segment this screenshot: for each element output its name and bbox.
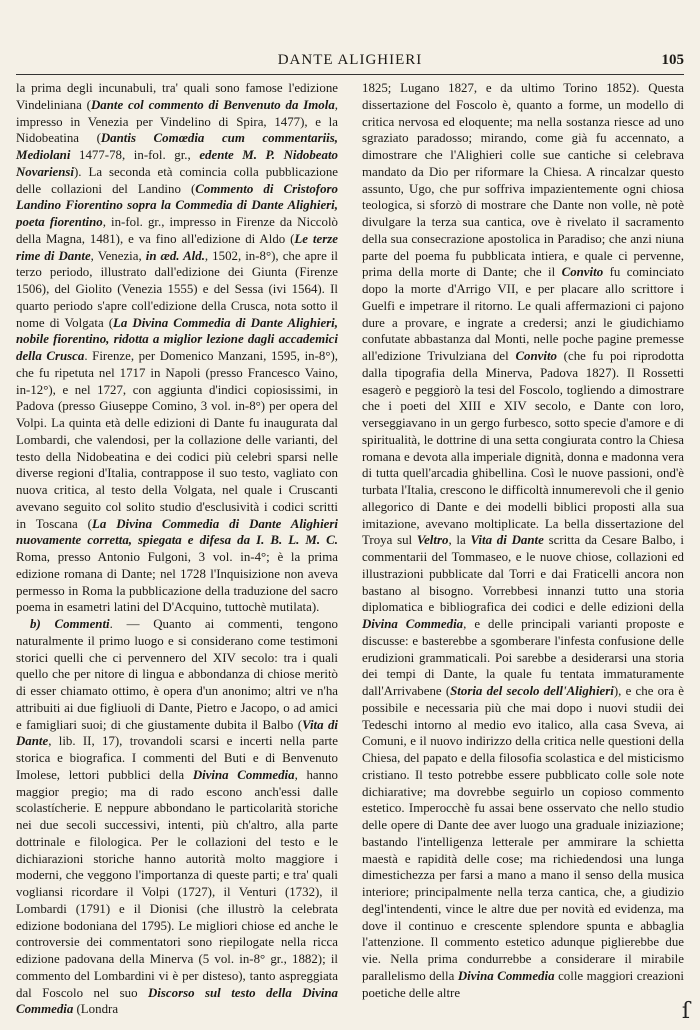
corner-mark-icon: ſ xyxy=(681,999,690,1024)
italic-title: Convito xyxy=(561,265,604,280)
text-columns xyxy=(16,80,684,1015)
italic-title: Le terze rime di Dante xyxy=(16,231,338,263)
italic-title: Vita di Dante xyxy=(470,533,544,548)
text-run: . Firenze, per Domenico Manzani, 1595, in-8°), che fu ripetuta nel 1717 in Napoli (presso Francesco Vaino, in-12°), e nel 1727, con aggiunta d'indici copiosissimi, in Padova (presso Giuseppe Comino, 3 vol. in-8°) per opera del Volpi. La quinta età delle edizioni di Dante fu inaugurata dal Lombardi, che valendosi, per la collazione delle varianti, del testo della Nidobeatina e dei codici più celebri sparsi nelle diverse regioni d'Italia, contrappose il suo testo, vagliato con nuova critica, al testo della Volgata, nel quale i Cruscanti avevano seguito col solito studio d'esclusività i codici scritti in Toscana ( xyxy=(16,349,338,531)
text-run: 1477-78, in-fol. gr., xyxy=(70,148,200,162)
italic-title: Divina Commedia xyxy=(457,968,555,983)
text-run: fu cominciato dopo la morte d'Arrigo VII, e per placare allo scrittore i Guelfi e impetrare il ritorno. Le quali affermazioni ci pajono dure a provare, e ingrate a credersi; anzi le giudichiamo confutate abbastanza dal Monti, nelle poche pagine premesse all'edizione Trivulziana del xyxy=(362,265,684,363)
text-run: , 1502, in-8°), che apre il terzo periodo, illustrato dall'edizione dei Giunta (Firenze 1506), del Giolito (Venezia 1555) e del Sessa (ivi 1564). Il quarto periodo s'apre coll'edizione della Crusca, nota sotto il nome di Volgata ( xyxy=(16,248,338,330)
italic-title: edente M. P. Nidobeato Novariensi xyxy=(16,148,338,179)
text-run: , lib. II, 17), trovandoli scarsi e incerti nella parte storica e biografica. I commenti del Buti e di Benvenuto Imolese, lettori pubblici della xyxy=(16,734,338,782)
italic-title: Vita di Dante xyxy=(16,717,339,749)
italic-title: b) Commenti xyxy=(30,617,110,631)
italic-title: Divina Commedia xyxy=(362,617,464,631)
text-run: (Londra xyxy=(73,1002,119,1017)
left-column xyxy=(16,80,338,1015)
italic-title: Divina Commedia xyxy=(192,767,295,782)
text-run: colle maggiori creazioni poetiche delle altre xyxy=(362,968,684,1000)
text-run: , Venezia, xyxy=(90,248,146,263)
running-title: DANTE ALIGHIERI xyxy=(277,52,423,68)
italic-title: Discorso sul testo della Divina Commedia xyxy=(16,985,339,1017)
page-header xyxy=(16,50,684,75)
italic-title: in æd. Ald. xyxy=(145,248,205,263)
italic-title: La Divina Commedia di Dante Alighieri nuovamente corretta, spiegata e difesa da I. B. L. M. C. xyxy=(16,516,338,548)
text-run: , hanno maggior pregio; ma di rado escono anch'essi dalle scolastícherie. E neppure abbondano le particolarità storiche nei due secoli successivi, intenti, più ch'altro, alla parte dottrinale e filologica. Per le collazioni del testo e le dichiarazioni storiche hanno autorità molto maggiore i moderni, che veggono l'importanza di queste parti; e tra' quali vogliansi ricordare il Volpi (1727), il Venturi (1732), il Lombardi (1791) e il Dionisi (che illustrò la celebrata edizione bodoniana del 1795). Le migliori chiose ed anche le controversie dei commentatori sono riepilogate nella ricca edizione padovana della Minerva (5 vol. in-8° gr., 1882); il commento del Lombardini vi è per disteso), tanto aspreggiata dal Foscolo nel suo xyxy=(16,767,338,1000)
paragraph xyxy=(16,80,338,616)
italic-title: Dantis Comœdia cum commentariis, Mediolani xyxy=(16,131,338,162)
text-run: , e delle principali varianti proposte e discusse: e basterebbe a sgomberare l'infesta confusione delle erudizioni grammaticali. Poi sarebbe a desiderarsi una storia dei tempi di Dante, la quale fu tentata immaturamente dall'Arrivabene ( xyxy=(362,617,684,698)
italic-title: La Divina Commedia di Dante Alighieri, nobile fiorentino, ridotta a miglior lezione dagli accademici della Crusca xyxy=(16,315,338,363)
text-run: ). La seconda età comincia colla pubblicazione delle collazioni del Landino ( xyxy=(16,164,338,196)
paragraph xyxy=(16,616,338,1018)
text-run: , la xyxy=(448,533,471,548)
text-run: la prima degli incunabuli, tra' quali sono famose l'edizione Vindeliniana ( xyxy=(16,81,338,112)
italic-title: Commento di Cristoforo Landino Fiorentino sopra la Commedia di Dante Alighieri, poeta fiorentino xyxy=(16,181,338,229)
italic-title: Veltro xyxy=(416,533,449,548)
text-run: (che fu poi riprodotta dalla tipografia della Minerva, Padova 1827). Il Rossetti esagerò e peggiorò la tesi del Foscolo, togliendo a dimostrare che i poeti del XIII e XIV secolo, e Dante con loro, verseggiavano in un gergo furbesco, sotto specie d'amore e di spiritualità, le dottrine di una setta congiurata contro la Chiesa romana e devota alla imperiale dignità, donna e madonna vera di tutta quell'arcadia ghibellina. Così le nuove passioni, ond'è turbata l'Italia, crescono le difficoltà innumerevoli che il genio allegorico di Dante e dei modelli biblici proposti alla sua imitazione, avevano moltiplicate. La bella dissertazione del Troya sul xyxy=(362,349,684,548)
right-column xyxy=(362,80,684,1015)
text-run: , impresso in Venezia per Vindelino di Spira, 1477), e la Nidobeatina ( xyxy=(16,97,338,146)
page-number: 105 xyxy=(661,52,684,68)
italic-title: Dante col commento di Benvenuto da Imola xyxy=(90,97,335,112)
text-run: Roma, presso Antonio Fulgoni, 3 vol. in-4°; è la prima edizione romana di Dante; nel 1728 l'Inquisizione non aveva permesso in Roma la pubblicazione della traduzione del sacro poema in esametri latini del D'Acquino, tuttochè mutilata). xyxy=(16,550,338,615)
italic-title: Convito xyxy=(515,349,557,363)
text-run: 1825; Lugano 1827, e da ultimo Torino 1852). Questa dissertazione del Foscolo è, quanto a forme, un modello di critica nervosa ed eloquente; ma nella sostanza riesce ad uno sgraziato paradosso; mirando, come già fu accennato, a dimostrare che l'Alighieri colle sue cantiche si celebrava mandato da Dio per riformare la Chiesa. A rincalzar questo assunto, Ugo, che pur soffriva impazientemente ogni chiosa teologica, si sforzò di mostrare che Dante non volle, nè potè divulgare la terza sua cantica, ove è rivelato il sacramento della sua consecrazione apostolica in Paradiso; che anzi niuna parte del poema fu pubblicata intiera, e quale ci pervenne, prima della morte di Dante; che il xyxy=(362,81,684,280)
italic-title: Storia del secolo dell'Alighieri xyxy=(450,684,614,698)
text-run: , in-fol. gr., impresso in Firenze da Niccolò della Magna, 1481), e va fino all'edizione di Aldo ( xyxy=(16,215,338,246)
text-run: . — Quanto ai commenti, tengono naturalmente il primo luogo e si considerano come testimoni storici quelli che ci pervennero del XIV secolo: tra i quali quello che per nitore di lingua e abbondanza di chiose meritò di esser chiamato ottimo, è opera d'un anonimo; altri ve n'ha attribuiti ai due figliuoli di Dante, Pietro e Jacopo, o ad amici e famigliari suoi; di che giustamente dubita il Balbo ( xyxy=(16,617,338,732)
text-run: ), e che ora è possibile e necessaria più che mai dopo i nuovi studii dei Tedeschi intorno al medio evo italico, alla casa Sveva, ai Comuni, e il nuovo indirizzo della critica nelle questioni della Chiesa, del papato e della filosofia scolastica e del misticismo cristiano. Il testo potrebbe essere pubblicato colle sole note dichiarative; ma dovrebbe seguirlo un copioso commento estetico. Imperocchè fu assai bene osservato che nello studio delle opere di Dante dee aver luogo una graduale iniziazione; bastando l'intelligenza letterale per ammirare la schietta maestà e rapidità delle cose; ma richiedendosi una lunga dimestichezza per farsi a mano a mano il senso della musica interiore; principalmente nella terza cantica, che, a giudizio degl'intendenti, vince le altre due per novità ed evidenza, ma dove il continuo e crescente splendore spunta e abbaglia l'attenzione. Il commento estetico adunque piglierebbe due vie. Nella prima condurrebbe a considerare il mirabile parallelismo della xyxy=(362,684,685,983)
text-run: scritta da Cesare Balbo, i commentarii del Tommaseo, e le nuove chiose, collazioni ed illustrazioni pubblicate dal Torri e dai Fraticelli ancora non bastano al bisogno. Vorrebbesi innanzi tutto una storia diplomatica e bibliografica dei codici e delle edizioni della xyxy=(362,533,684,615)
paragraph xyxy=(362,80,684,1001)
